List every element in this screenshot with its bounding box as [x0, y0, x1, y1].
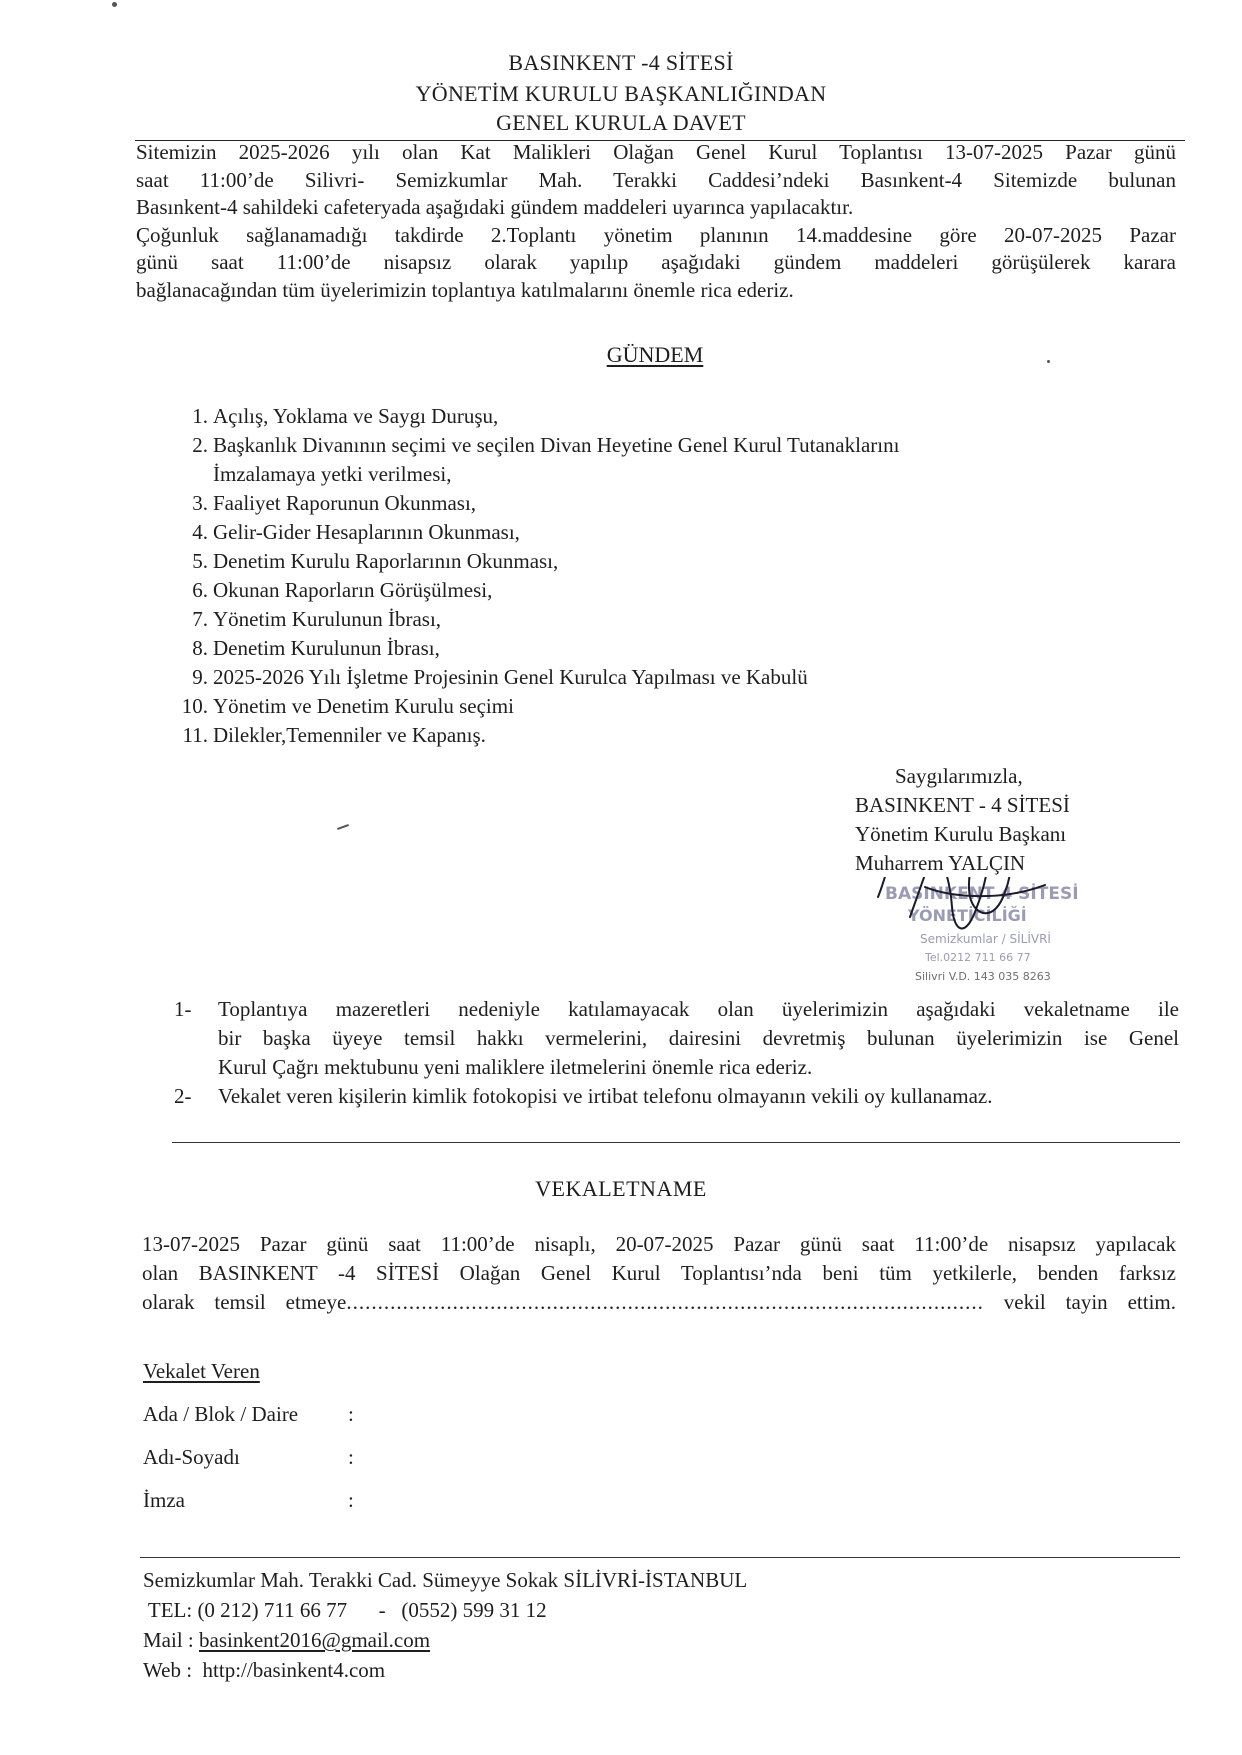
- note-item: [174, 995, 1179, 1082]
- form-label: Ada / Blok / Daire: [143, 1402, 299, 1426]
- intro-paragraph: [136, 139, 1176, 304]
- agenda-item: [170, 605, 1070, 634]
- note-line: bir başka üyeye temsil hakkı vermelerini, dairesini devretmiş bulunan üyelerimizin ise Genel: [218, 1026, 1179, 1050]
- agenda-item: [170, 692, 1070, 721]
- agenda-item-continuation: İmzalamaya yetki verilmesi,: [213, 462, 452, 486]
- agenda-item-number: 7.: [192, 607, 208, 631]
- form-title: Vekalet Veren: [143, 1359, 260, 1383]
- footer-address: Semizkumlar Mah. Terakki Cad. Sümeyye Sokak SİLİVRİ-İSTANBUL: [143, 1568, 748, 1592]
- footer-phone: TEL: (0 212) 711 66 77 - (0552) 599 31 12: [143, 1598, 547, 1622]
- footer-mail-label: Mail :: [143, 1628, 199, 1652]
- note-item: [174, 1082, 1179, 1111]
- form-separator: :: [348, 1445, 354, 1469]
- intro-line: Basınkent-4 sahildeki cafeteryada aşağıdaki gündem maddeleri uyarınca yapılacaktır.: [136, 195, 854, 219]
- note-line: Toplantıya mazeretleri nedeniyle katılamayacak olan üyelerimizin aşağıdaki vekaletname ile: [218, 997, 1179, 1021]
- agenda-item: [170, 402, 1070, 431]
- footer-mail-link[interactable]: basinkent2016@gmail.com: [199, 1628, 431, 1652]
- form-label: İmza: [143, 1488, 185, 1512]
- agenda-item: [170, 721, 1070, 750]
- agenda-item: [170, 663, 1070, 692]
- proxy-line: 13-07-2025 Pazar günü saat 11:00’de nisaplı, 20-07-2025 Pazar günü saat 11:00’de nisapsız yapılacak: [142, 1232, 1176, 1256]
- agenda-item-number: 2.: [192, 433, 208, 457]
- form-row: [143, 1393, 354, 1436]
- notes-section: [174, 995, 1179, 1111]
- form-row: [143, 1436, 354, 1479]
- section-divider: [172, 1142, 1180, 1143]
- agenda-item: [170, 576, 1070, 605]
- footer-web-link[interactable]: http://basinkent4.com: [197, 1658, 386, 1682]
- agenda-item: [170, 431, 1070, 489]
- proxy-fill-dots: ......................................................................................................: [346, 1290, 984, 1314]
- agenda-item: [170, 634, 1070, 663]
- intro-line: Sitemizin 2025-2026 yılı olan Kat Malikleri Olağan Genel Kurul Toplantısı 13-07-2025 Pazar günü: [136, 140, 1176, 164]
- agenda-item-number: 3.: [192, 491, 208, 515]
- agenda-item-text: Yönetim ve Denetim Kurulu seçimi: [213, 694, 514, 718]
- footer-web-row: [143, 1655, 747, 1685]
- note-number: 2-: [174, 1084, 192, 1108]
- official-stamp: [870, 877, 1100, 997]
- stamp-line-4: Tel.0212 711 66 77: [925, 951, 1031, 964]
- signature-greeting: Saygılarımızla,: [895, 764, 1023, 788]
- signature-block: [855, 762, 1070, 878]
- agenda-item-number: 9.: [192, 665, 208, 689]
- form-separator: :: [348, 1488, 354, 1512]
- agenda-item-number: 8.: [192, 636, 208, 660]
- note-line: Vekalet veren kişilerin kimlik fotokopisi ve irtibat telefonu olmayanın vekili oy kullanamaz.: [218, 1084, 993, 1108]
- signature-organization: BASINKENT - 4 SİTESİ: [855, 793, 1070, 817]
- intro-line: saat 11:00’de Silivri- Semizkumlar Mah. Terakki Caddesi’ndeki Basınkent-4 Sitemizde bulunan: [136, 167, 1176, 192]
- header-line-1: BASINKENT -4 SİTESİ: [508, 50, 734, 75]
- agenda-title: GÜNDEM: [606, 342, 704, 367]
- proxy-form: [143, 1350, 354, 1522]
- header-line-3: GENEL KURULA DAVET: [496, 110, 746, 135]
- agenda-item-number: 10.: [181, 694, 208, 718]
- header-line-2: YÖNETİM KURULU BAŞKANLIĞINDAN: [415, 81, 827, 106]
- proxy-line-3: [142, 1288, 1176, 1317]
- note-line: Kurul Çağrı mektubunu yeni maliklere iletmelerini önemle rica ederiz.: [218, 1055, 813, 1079]
- agenda-item-text: Yönetim Kurulunun İbrası,: [213, 607, 442, 631]
- agenda-item-number: 5.: [192, 549, 208, 573]
- stamp-line-1: BASINKENT 4 SİTESİ: [885, 884, 1079, 904]
- footer-mail-row: [143, 1625, 747, 1655]
- proxy-line-end: vekil tayin ettim.: [1003, 1290, 1177, 1314]
- proxy-paragraph: [142, 1230, 1176, 1317]
- agenda-item-text: Okunan Raporların Görüşülmesi,: [213, 578, 493, 602]
- proxy-title: VEKALETNAME: [535, 1176, 707, 1201]
- stamp-line-3: Semizkumlar / SİLİVRİ: [920, 932, 1051, 946]
- intro-line: Çoğunluk sağlanamadığı takdirde 2.Toplantı yönetim planının 14.maddesine göre 20-07-2025 Pazar: [136, 222, 1176, 247]
- stamp-line-5: Silivri V.D. 143 035 8263: [915, 970, 1051, 983]
- agenda-item-text: Dilekler,Temenniler ve Kapanış.: [213, 723, 486, 747]
- agenda-item-number: 11.: [182, 723, 208, 747]
- signature-name: Muharrem YALÇIN: [855, 851, 1026, 875]
- proxy-line-start: olarak temsil etmeye: [142, 1290, 347, 1314]
- proxy-line: olan BASINKENT -4 SİTESİ Olağan Genel Kurul Toplantısı’nda beni tüm yetkilerle, benden farksız: [142, 1261, 1176, 1285]
- agenda-item-number: 4.: [192, 520, 208, 544]
- form-label: Adı-Soyadı: [143, 1445, 240, 1469]
- agenda-item-text: Açılış, Yoklama ve Saygı Duruşu,: [213, 404, 499, 428]
- form-separator: :: [348, 1402, 354, 1426]
- agenda-item-text: Faaliyet Raporunun Okunması,: [213, 491, 477, 515]
- agenda-item-text: Denetim Kurulu Raporlarının Okunması,: [213, 549, 559, 573]
- agenda-list: [170, 402, 1070, 750]
- intro-line: bağlanacağından tüm üyelerimizin toplantıya katılmalarını önemle rica ederiz.: [136, 277, 794, 302]
- stamp-line-2: YÖNETİCİLİĞİ: [908, 906, 1027, 925]
- footer-rule: [140, 1557, 1180, 1558]
- footer: [143, 1565, 747, 1685]
- agenda-item: [170, 547, 1070, 576]
- scan-speck: [337, 824, 349, 830]
- agenda-item-text: Gelir-Gider Hesaplarının Okunması,: [213, 520, 520, 544]
- footer-web-label: Web :: [143, 1658, 198, 1682]
- agenda-item: [170, 518, 1070, 547]
- form-row: [143, 1479, 354, 1522]
- agenda-item-text: 2025-2026 Yılı İşletme Projesinin Genel Kurulca Yapılması ve Kabulü: [213, 665, 808, 689]
- scan-speck: [1047, 360, 1050, 363]
- agenda-item-text: Başkanlık Divanının seçimi ve seçilen Divan Heyetine Genel Kurul Tutanaklarını: [213, 433, 900, 457]
- agenda-item-number: 1.: [192, 404, 208, 428]
- intro-line: günü saat 11:00’de nisapsız olarak yapılıp aşağıdaki gündem maddeleri görüşülerek karara: [136, 250, 1176, 274]
- agenda-item: [170, 489, 1070, 518]
- scan-speck: [112, 2, 117, 7]
- agenda-item-number: 6.: [192, 578, 208, 602]
- agenda-item-text: Denetim Kurulunun İbrası,: [213, 636, 440, 660]
- note-number: 1-: [174, 997, 192, 1021]
- signature-role: Yönetim Kurulu Başkanı: [855, 822, 1067, 846]
